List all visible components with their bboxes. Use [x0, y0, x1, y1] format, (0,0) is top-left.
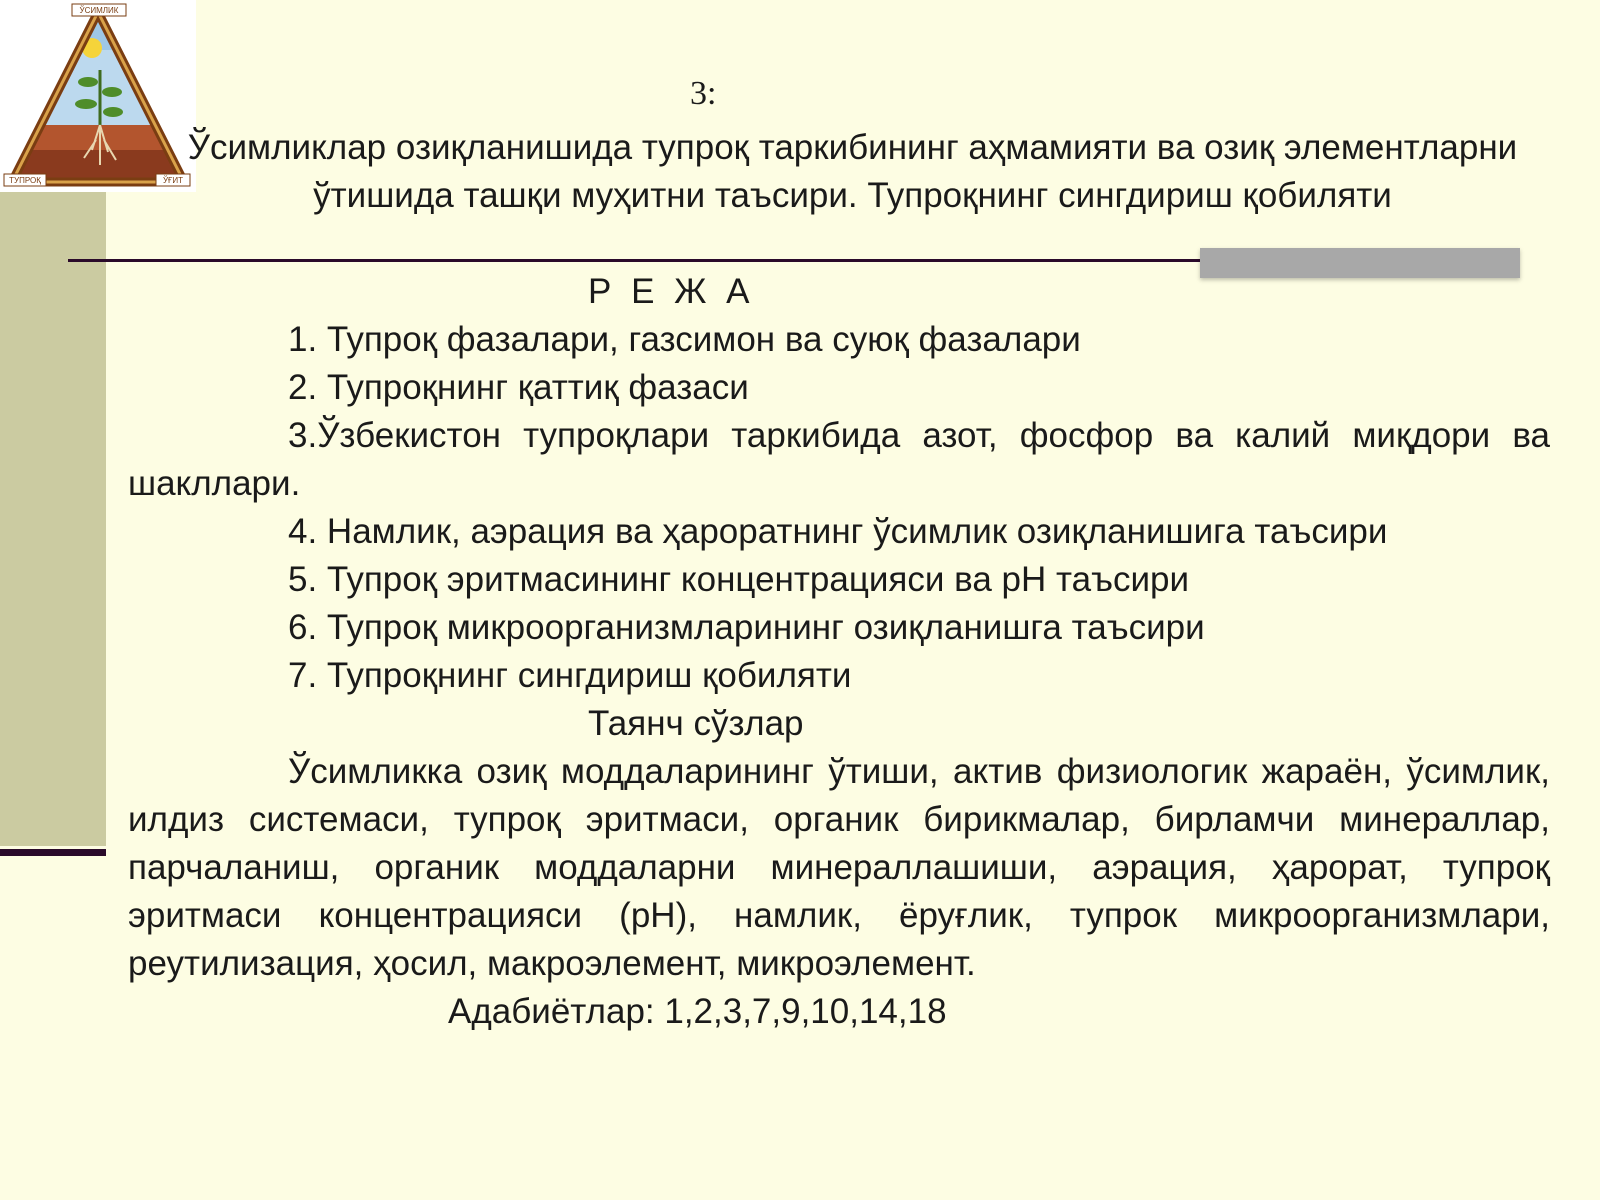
plan-item-3: 3.Ўзбекистон тупроқлари таркибида азот, фосфор ва калий миқдори ва шакллари. — [128, 416, 1550, 503]
slide-body — [128, 268, 1550, 1036]
literature-line: Адабиётлар: 1,2,3,7,9,10,14,18 — [448, 992, 947, 1031]
plan-heading: Р Е Ж А — [588, 272, 755, 311]
left-bar-rule — [0, 849, 106, 856]
slide-number: 3: — [690, 75, 717, 112]
plan-item-2: 2. Тупроқнинг қаттиқ фазаси — [288, 368, 749, 407]
logo-left-label: ТУПРОҚ — [9, 176, 41, 185]
plan-item-7: 7. Тупроқнинг сингдириш қобиляти — [288, 656, 852, 695]
plan-item-5: 5. Тупроқ эритмасининг концентрацияси ва рН таъсири — [288, 560, 1190, 599]
logo-right-label: ЎҒИТ — [162, 176, 184, 185]
keywords-text: Ўсимликка озиқ моддаларининг ўтиши, актив физиологик жараён, ўсимлик, илдиз системаси, тупроқ эритмаси, органик бирикмалар, бирламчи минераллар, парчаланиш, органик моддаларни минераллашиши, аэрация, ҳарорат, тупроқ эритмаси концентрацияси (рН), намлик, ёруғлик, тупрок микроорганизмлари, реутилизация, ҳосил, макроэлемент, микроэлемент. — [128, 752, 1550, 983]
plan-item-6: 6. Тупроқ микроорганизмларининг озиқланишга таъсири — [288, 608, 1205, 647]
logo-top-label: ЎСИМЛИК — [79, 6, 119, 15]
plan-item-4: 4. Намлик, аэрация ва ҳароратнинг ўсимлик озиқланишига таъсири — [288, 512, 1388, 551]
keywords-heading: Таянч сўзлар — [588, 704, 804, 743]
left-decorative-bar — [0, 190, 106, 846]
slide-title: Ўсимликлар озиқланишида тупроқ таркибининг аҳмамияти ва озиқ элементларни ўтишида ташқи муҳитни таъсири. Тупроқнинг сингдириш қобиляти — [187, 128, 1518, 215]
plan-item-1: 1. Тупроқ фазалари, газсимон ва суюқ фазалари — [288, 320, 1081, 359]
